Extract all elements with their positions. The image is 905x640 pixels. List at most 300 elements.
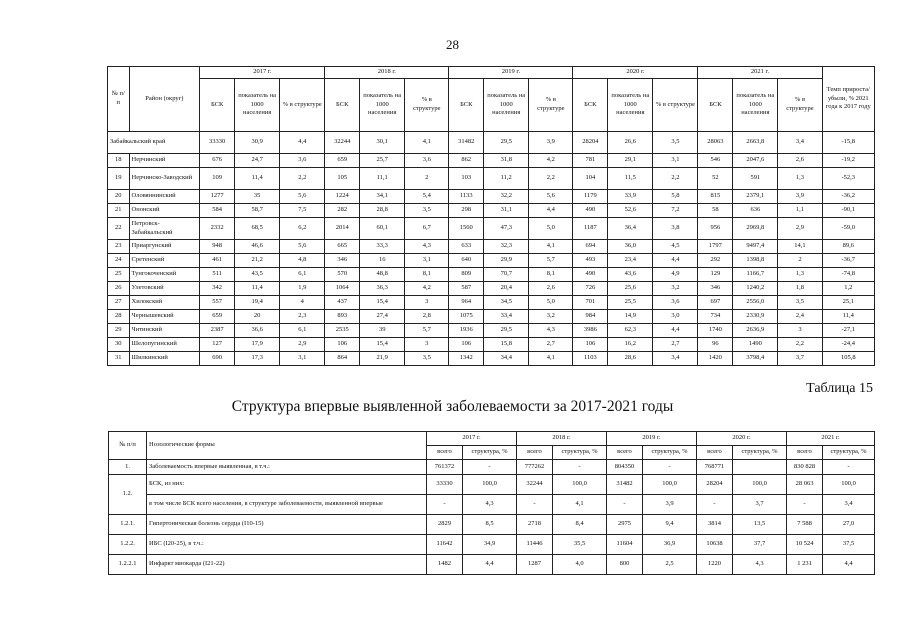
row-region: Оловяннинский bbox=[129, 190, 200, 204]
table-row bbox=[108, 296, 875, 310]
row-value: 37,7 bbox=[733, 535, 787, 555]
row-value: 11,4 bbox=[235, 168, 280, 190]
row-value: 2 bbox=[778, 254, 822, 268]
row-region: Улетовский bbox=[129, 282, 200, 296]
row-value: 2969,8 bbox=[733, 218, 778, 240]
row-value: 9,4 bbox=[643, 515, 697, 535]
row-number: 1.2. bbox=[109, 475, 147, 515]
row-value: 11642 bbox=[427, 535, 463, 555]
row-value: 3798,4 bbox=[733, 352, 778, 366]
row-value: 2636,9 bbox=[733, 324, 778, 338]
col-header-structure: структура, % bbox=[643, 446, 697, 460]
row-value: 3,4 bbox=[653, 352, 698, 366]
row-value: 109 bbox=[200, 168, 235, 190]
col-header-bsk: БСК bbox=[449, 79, 484, 132]
row-value: 964 bbox=[449, 296, 484, 310]
row-value: -90,1 bbox=[822, 204, 874, 218]
row-value: 1224 bbox=[325, 190, 360, 204]
row-value: 28 063 bbox=[787, 475, 823, 495]
row-value: 4,4 bbox=[653, 324, 698, 338]
col-header-forms: Нозологические формы bbox=[147, 432, 427, 460]
row-value: 4,1 bbox=[553, 495, 607, 515]
row-value: 984 bbox=[573, 310, 608, 324]
row-value: 2332 bbox=[200, 218, 235, 240]
row-value: 4,5 bbox=[653, 240, 698, 254]
row-value: 4,4 bbox=[653, 254, 698, 268]
morbidity-structure-table bbox=[108, 431, 875, 575]
row-value: 768771 bbox=[697, 460, 733, 475]
row-value: 3,7 bbox=[778, 352, 822, 366]
row-value: 33330 bbox=[200, 132, 235, 154]
row-value: -15,8 bbox=[822, 132, 874, 154]
row-region: Чернышевский bbox=[129, 310, 200, 324]
row-number: 1.2.2.1 bbox=[109, 555, 147, 575]
row-value: 70,7 bbox=[484, 268, 529, 282]
row-value: 2379,1 bbox=[733, 190, 778, 204]
row-number: 25 bbox=[108, 268, 130, 282]
row-value: 103 bbox=[449, 168, 484, 190]
row-value: 100,0 bbox=[823, 475, 875, 495]
row-value: 1075 bbox=[449, 310, 484, 324]
row-value: 60,1 bbox=[360, 218, 405, 240]
row-value: 1,3 bbox=[778, 268, 822, 282]
row-value: 3,5 bbox=[778, 296, 822, 310]
row-region: Забайкальский край bbox=[108, 132, 200, 154]
row-value: 106 bbox=[573, 338, 608, 352]
row-value: 948 bbox=[200, 240, 235, 254]
row-value: 1240,2 bbox=[733, 282, 778, 296]
row-value: 28,6 bbox=[608, 352, 653, 366]
col-header-share: % в структуре bbox=[529, 79, 573, 132]
row-value: -27,1 bbox=[822, 324, 874, 338]
row-value: 5,6 bbox=[529, 190, 573, 204]
row-value: 3,5 bbox=[405, 204, 449, 218]
row-value: 105 bbox=[325, 168, 360, 190]
row-value: 1 231 bbox=[787, 555, 823, 575]
row-value: -36,7 bbox=[822, 254, 874, 268]
row-value: 1740 bbox=[698, 324, 733, 338]
row-value: 2663,8 bbox=[733, 132, 778, 154]
row-value: 68,5 bbox=[235, 218, 280, 240]
row-value: 461 bbox=[200, 254, 235, 268]
row-number: 23 bbox=[108, 240, 130, 254]
row-value: 19,4 bbox=[235, 296, 280, 310]
col-header-year: 2018 г. bbox=[517, 432, 607, 446]
row-number: 26 bbox=[108, 282, 130, 296]
col-header-all: всего bbox=[787, 446, 823, 460]
row-value: 31482 bbox=[607, 475, 643, 495]
row-value: 32,3 bbox=[484, 240, 529, 254]
col-header-year: 2021 г. bbox=[787, 432, 875, 446]
row-value: 2387 bbox=[200, 324, 235, 338]
row-value: 28063 bbox=[698, 132, 733, 154]
row-region: Сретенский bbox=[129, 254, 200, 268]
row-value: 1398,8 bbox=[733, 254, 778, 268]
row-value: 5,0 bbox=[529, 218, 573, 240]
row-value: 1342 bbox=[449, 352, 484, 366]
regional-bsk-table bbox=[107, 66, 875, 366]
table-row bbox=[109, 460, 875, 475]
row-value: 29,1 bbox=[608, 154, 653, 168]
row-value: 100,0 bbox=[733, 475, 787, 495]
row-region: Читинский bbox=[129, 324, 200, 338]
row-value: - bbox=[463, 460, 517, 475]
row-value: 2,2 bbox=[280, 168, 325, 190]
row-form-name: Заболеваемость впервые выявленная, в т.ч.: bbox=[147, 460, 427, 475]
row-value: 11446 bbox=[517, 535, 553, 555]
row-number: 1.2.1. bbox=[109, 515, 147, 535]
col-header-rate: показатель на 1000 населения bbox=[608, 79, 653, 132]
row-value: 25,7 bbox=[360, 154, 405, 168]
row-value: 105,8 bbox=[822, 352, 874, 366]
table-row bbox=[108, 132, 875, 154]
row-value: -74,8 bbox=[822, 268, 874, 282]
row-value: 7,2 bbox=[653, 204, 698, 218]
row-form-name: БСК, из них: bbox=[147, 475, 427, 495]
row-value: 3,1 bbox=[280, 352, 325, 366]
row-value: 665 bbox=[325, 240, 360, 254]
row-value: 15,4 bbox=[360, 338, 405, 352]
row-value: 690 bbox=[200, 352, 235, 366]
row-value: 2 bbox=[405, 168, 449, 190]
row-value: 1166,7 bbox=[733, 268, 778, 282]
row-number: 19 bbox=[108, 168, 130, 190]
table-row bbox=[108, 190, 875, 204]
row-value: 104 bbox=[573, 168, 608, 190]
row-value: 7 588 bbox=[787, 515, 823, 535]
row-value: 5,6 bbox=[280, 190, 325, 204]
col-header-all: всего bbox=[517, 446, 553, 460]
row-value: 17,3 bbox=[235, 352, 280, 366]
row-value: 4,4 bbox=[280, 132, 325, 154]
row-value: 3986 bbox=[573, 324, 608, 338]
row-value: 21,9 bbox=[360, 352, 405, 366]
row-value: 4,4 bbox=[823, 555, 875, 575]
row-value: 6,1 bbox=[280, 268, 325, 282]
row-value: 633 bbox=[449, 240, 484, 254]
col-header-share: % в структуре bbox=[778, 79, 822, 132]
table-row bbox=[108, 310, 875, 324]
table-row bbox=[109, 495, 875, 515]
row-value: 2047,6 bbox=[733, 154, 778, 168]
row-value: 1,2 bbox=[822, 282, 874, 296]
row-value: 3,5 bbox=[653, 132, 698, 154]
row-value: 52 bbox=[698, 168, 733, 190]
row-value: - bbox=[823, 460, 875, 475]
row-value: 3,9 bbox=[778, 190, 822, 204]
row-value: 39 bbox=[360, 324, 405, 338]
row-number: 18 bbox=[108, 154, 130, 168]
row-value: 3 bbox=[405, 296, 449, 310]
row-value: 3,8 bbox=[653, 218, 698, 240]
row-number: 28 bbox=[108, 310, 130, 324]
row-region: Нерчинско-Заводский bbox=[129, 168, 200, 190]
row-value: -24,4 bbox=[822, 338, 874, 352]
row-region: Шилкинский bbox=[129, 352, 200, 366]
row-value: 493 bbox=[573, 254, 608, 268]
row-value: 106 bbox=[325, 338, 360, 352]
row-value: 2,4 bbox=[778, 310, 822, 324]
col-header-rate: показатель на 1000 населения bbox=[733, 79, 778, 132]
row-value: 27,4 bbox=[360, 310, 405, 324]
row-value: 34,4 bbox=[484, 352, 529, 366]
table-row bbox=[109, 475, 875, 495]
table-row bbox=[108, 154, 875, 168]
row-value: 37,5 bbox=[823, 535, 875, 555]
row-value: 26,6 bbox=[608, 132, 653, 154]
row-value: 557 bbox=[200, 296, 235, 310]
row-value: 4,3 bbox=[733, 555, 787, 575]
col-header-all: всего bbox=[607, 446, 643, 460]
row-value: 1797 bbox=[698, 240, 733, 254]
row-value: 893 bbox=[325, 310, 360, 324]
row-value: 570 bbox=[325, 268, 360, 282]
row-value: 25,1 bbox=[822, 296, 874, 310]
row-value: 4,8 bbox=[280, 254, 325, 268]
col-header-year: 2020 г. bbox=[573, 67, 698, 79]
col-header-bsk: БСК bbox=[698, 79, 733, 132]
row-value: 33,4 bbox=[484, 310, 529, 324]
row-form-name: ИБС (I20-25), в т.ч.: bbox=[147, 535, 427, 555]
row-value: 3,5 bbox=[405, 352, 449, 366]
row-value: 2,2 bbox=[778, 338, 822, 352]
row-number: 27 bbox=[108, 296, 130, 310]
col-header-year: 2021 г. bbox=[698, 67, 822, 79]
row-value: 3,1 bbox=[405, 254, 449, 268]
row-value: 694 bbox=[573, 240, 608, 254]
row-value: 1936 bbox=[449, 324, 484, 338]
table-row bbox=[108, 204, 875, 218]
table-row bbox=[108, 338, 875, 352]
row-value: 1220 bbox=[697, 555, 733, 575]
row-value: 36,9 bbox=[643, 535, 697, 555]
row-value: 804350 bbox=[607, 460, 643, 475]
row-value: 862 bbox=[449, 154, 484, 168]
row-value: 2,9 bbox=[778, 218, 822, 240]
row-value: 43,6 bbox=[608, 268, 653, 282]
row-value: 734 bbox=[698, 310, 733, 324]
row-value: - bbox=[607, 495, 643, 515]
row-value: 2,8 bbox=[405, 310, 449, 324]
row-value: 809 bbox=[449, 268, 484, 282]
row-number: 20 bbox=[108, 190, 130, 204]
row-value: 282 bbox=[325, 204, 360, 218]
row-number: 31 bbox=[108, 352, 130, 366]
page-number: 28 bbox=[446, 37, 459, 52]
table-row bbox=[108, 352, 875, 366]
row-value: 5,7 bbox=[529, 254, 573, 268]
row-value: 2,9 bbox=[280, 338, 325, 352]
row-value: 1,8 bbox=[778, 282, 822, 296]
row-value: 4,0 bbox=[553, 555, 607, 575]
row-value: 11,4 bbox=[235, 282, 280, 296]
row-value: 16,2 bbox=[608, 338, 653, 352]
row-value: 3,9 bbox=[643, 495, 697, 515]
row-value: 298 bbox=[449, 204, 484, 218]
row-value: 33,3 bbox=[360, 240, 405, 254]
row-value: 10638 bbox=[697, 535, 733, 555]
row-value: 3 bbox=[778, 324, 822, 338]
row-value: 2,2 bbox=[529, 168, 573, 190]
row-value: 7,5 bbox=[280, 204, 325, 218]
row-number: 22 bbox=[108, 218, 130, 240]
row-value: 2,2 bbox=[653, 168, 698, 190]
row-value: 636 bbox=[733, 204, 778, 218]
row-value: 584 bbox=[200, 204, 235, 218]
row-value: 3,2 bbox=[529, 310, 573, 324]
row-number: 30 bbox=[108, 338, 130, 352]
row-region: Хилокский bbox=[129, 296, 200, 310]
col-header-rate: показатель на 1000 населения bbox=[235, 79, 280, 132]
table-row bbox=[108, 218, 875, 240]
row-value: 35,5 bbox=[553, 535, 607, 555]
row-value: 2,7 bbox=[653, 338, 698, 352]
col-header-rate: показатель на 1000 населения bbox=[484, 79, 529, 132]
row-value: 43,5 bbox=[235, 268, 280, 282]
row-value: 52,6 bbox=[608, 204, 653, 218]
row-value: -52,3 bbox=[822, 168, 874, 190]
morbidity-structure-table-body bbox=[109, 460, 875, 575]
row-value: 2975 bbox=[607, 515, 643, 535]
row-value: 34,1 bbox=[360, 190, 405, 204]
row-value: 2014 bbox=[325, 218, 360, 240]
row-value: 35 bbox=[235, 190, 280, 204]
row-value: 11604 bbox=[607, 535, 643, 555]
row-value: 697 bbox=[698, 296, 733, 310]
row-value: 342 bbox=[200, 282, 235, 296]
row-value: 8,1 bbox=[529, 268, 573, 282]
row-value: 46,6 bbox=[235, 240, 280, 254]
row-value: 4,1 bbox=[529, 240, 573, 254]
row-value: 36,3 bbox=[360, 282, 405, 296]
row-value: 546 bbox=[698, 154, 733, 168]
row-region: Шелопугинский bbox=[129, 338, 200, 352]
col-header-year: 2019 г. bbox=[449, 67, 573, 79]
row-value: 2718 bbox=[517, 515, 553, 535]
col-header-rate: показатель на 1000 населения bbox=[360, 79, 405, 132]
row-value: 1,9 bbox=[280, 282, 325, 296]
row-value: 58 bbox=[698, 204, 733, 218]
row-value: 587 bbox=[449, 282, 484, 296]
row-value: 32244 bbox=[325, 132, 360, 154]
row-value: 659 bbox=[325, 154, 360, 168]
row-value: 100,0 bbox=[463, 475, 517, 495]
col-header-year: 2017 г. bbox=[427, 432, 517, 446]
row-value: 17,9 bbox=[235, 338, 280, 352]
row-value: 4,2 bbox=[529, 154, 573, 168]
row-value: 20 bbox=[235, 310, 280, 324]
row-value: 29,5 bbox=[484, 132, 529, 154]
col-header-year: 2019 г. bbox=[607, 432, 697, 446]
row-number: 24 bbox=[108, 254, 130, 268]
row-value: 956 bbox=[698, 218, 733, 240]
col-header-bsk: БСК bbox=[325, 79, 360, 132]
row-value: 3,1 bbox=[653, 154, 698, 168]
row-value: 676 bbox=[200, 154, 235, 168]
row-value: 2,6 bbox=[529, 282, 573, 296]
row-region: Тунгокоченский bbox=[129, 268, 200, 282]
col-header-bsk: БСК bbox=[573, 79, 608, 132]
row-value: 5,8 bbox=[653, 190, 698, 204]
row-value: 511 bbox=[200, 268, 235, 282]
row-value: 4,9 bbox=[653, 268, 698, 282]
col-header-structure: структура, % bbox=[463, 446, 517, 460]
row-value: 4,4 bbox=[529, 204, 573, 218]
row-value: 36,0 bbox=[608, 240, 653, 254]
row-value bbox=[733, 460, 787, 475]
row-value: 346 bbox=[325, 254, 360, 268]
row-value: 11,2 bbox=[484, 168, 529, 190]
row-value: 3,7 bbox=[733, 495, 787, 515]
row-value: 1287 bbox=[517, 555, 553, 575]
row-region: Нерчинский bbox=[129, 154, 200, 168]
row-value: 781 bbox=[573, 154, 608, 168]
col-header-year: 2020 г. bbox=[697, 432, 787, 446]
col-header-share: % в структуре bbox=[405, 79, 449, 132]
row-value: 2829 bbox=[427, 515, 463, 535]
row-value: 31482 bbox=[449, 132, 484, 154]
col-header-structure: структура, % bbox=[553, 446, 607, 460]
row-value: 4,2 bbox=[405, 282, 449, 296]
row-value: 14,9 bbox=[608, 310, 653, 324]
row-value: 1133 bbox=[449, 190, 484, 204]
row-value: 5,7 bbox=[405, 324, 449, 338]
row-value: 1103 bbox=[573, 352, 608, 366]
row-number: 29 bbox=[108, 324, 130, 338]
row-value: 640 bbox=[449, 254, 484, 268]
row-value: 100,0 bbox=[643, 475, 697, 495]
table-row bbox=[108, 282, 875, 296]
row-number: 1.2.2. bbox=[109, 535, 147, 555]
row-value: 4,1 bbox=[529, 352, 573, 366]
col-header-share: % в структуре bbox=[280, 79, 325, 132]
col-header-structure: структура, % bbox=[733, 446, 787, 460]
row-value: 1179 bbox=[573, 190, 608, 204]
row-value: 11,4 bbox=[822, 310, 874, 324]
row-value: 21,2 bbox=[235, 254, 280, 268]
row-value: 4,3 bbox=[529, 324, 573, 338]
row-value: 23,4 bbox=[608, 254, 653, 268]
row-value: 6,2 bbox=[280, 218, 325, 240]
row-value: 89,6 bbox=[822, 240, 874, 254]
row-value: -36,2 bbox=[822, 190, 874, 204]
table-row bbox=[109, 515, 875, 535]
row-form-name: Инфаркт миокарда (I21-22) bbox=[147, 555, 427, 575]
row-value: 701 bbox=[573, 296, 608, 310]
row-value: 106 bbox=[449, 338, 484, 352]
row-value: 29,5 bbox=[484, 324, 529, 338]
col-header-structure: структура, % bbox=[823, 446, 875, 460]
row-value: 10 524 bbox=[787, 535, 823, 555]
table-row bbox=[109, 555, 875, 575]
row-value: 48,8 bbox=[360, 268, 405, 282]
row-value: 28,8 bbox=[360, 204, 405, 218]
col-header-growth: Темп прироста/ убыли, % 2021 года к 2017 году bbox=[822, 67, 874, 132]
row-value: 8,1 bbox=[405, 268, 449, 282]
row-value: 777262 bbox=[517, 460, 553, 475]
row-value: 4,4 bbox=[463, 555, 517, 575]
row-value: 31,8 bbox=[484, 154, 529, 168]
row-value: 1277 bbox=[200, 190, 235, 204]
row-value: 36,6 bbox=[235, 324, 280, 338]
row-value: 96 bbox=[698, 338, 733, 352]
row-value: 3,6 bbox=[280, 154, 325, 168]
row-value: 1490 bbox=[733, 338, 778, 352]
row-value: 3,0 bbox=[653, 310, 698, 324]
col-header-year: 2018 г. bbox=[325, 67, 449, 79]
row-value: 8,4 bbox=[553, 515, 607, 535]
row-value: 659 bbox=[200, 310, 235, 324]
